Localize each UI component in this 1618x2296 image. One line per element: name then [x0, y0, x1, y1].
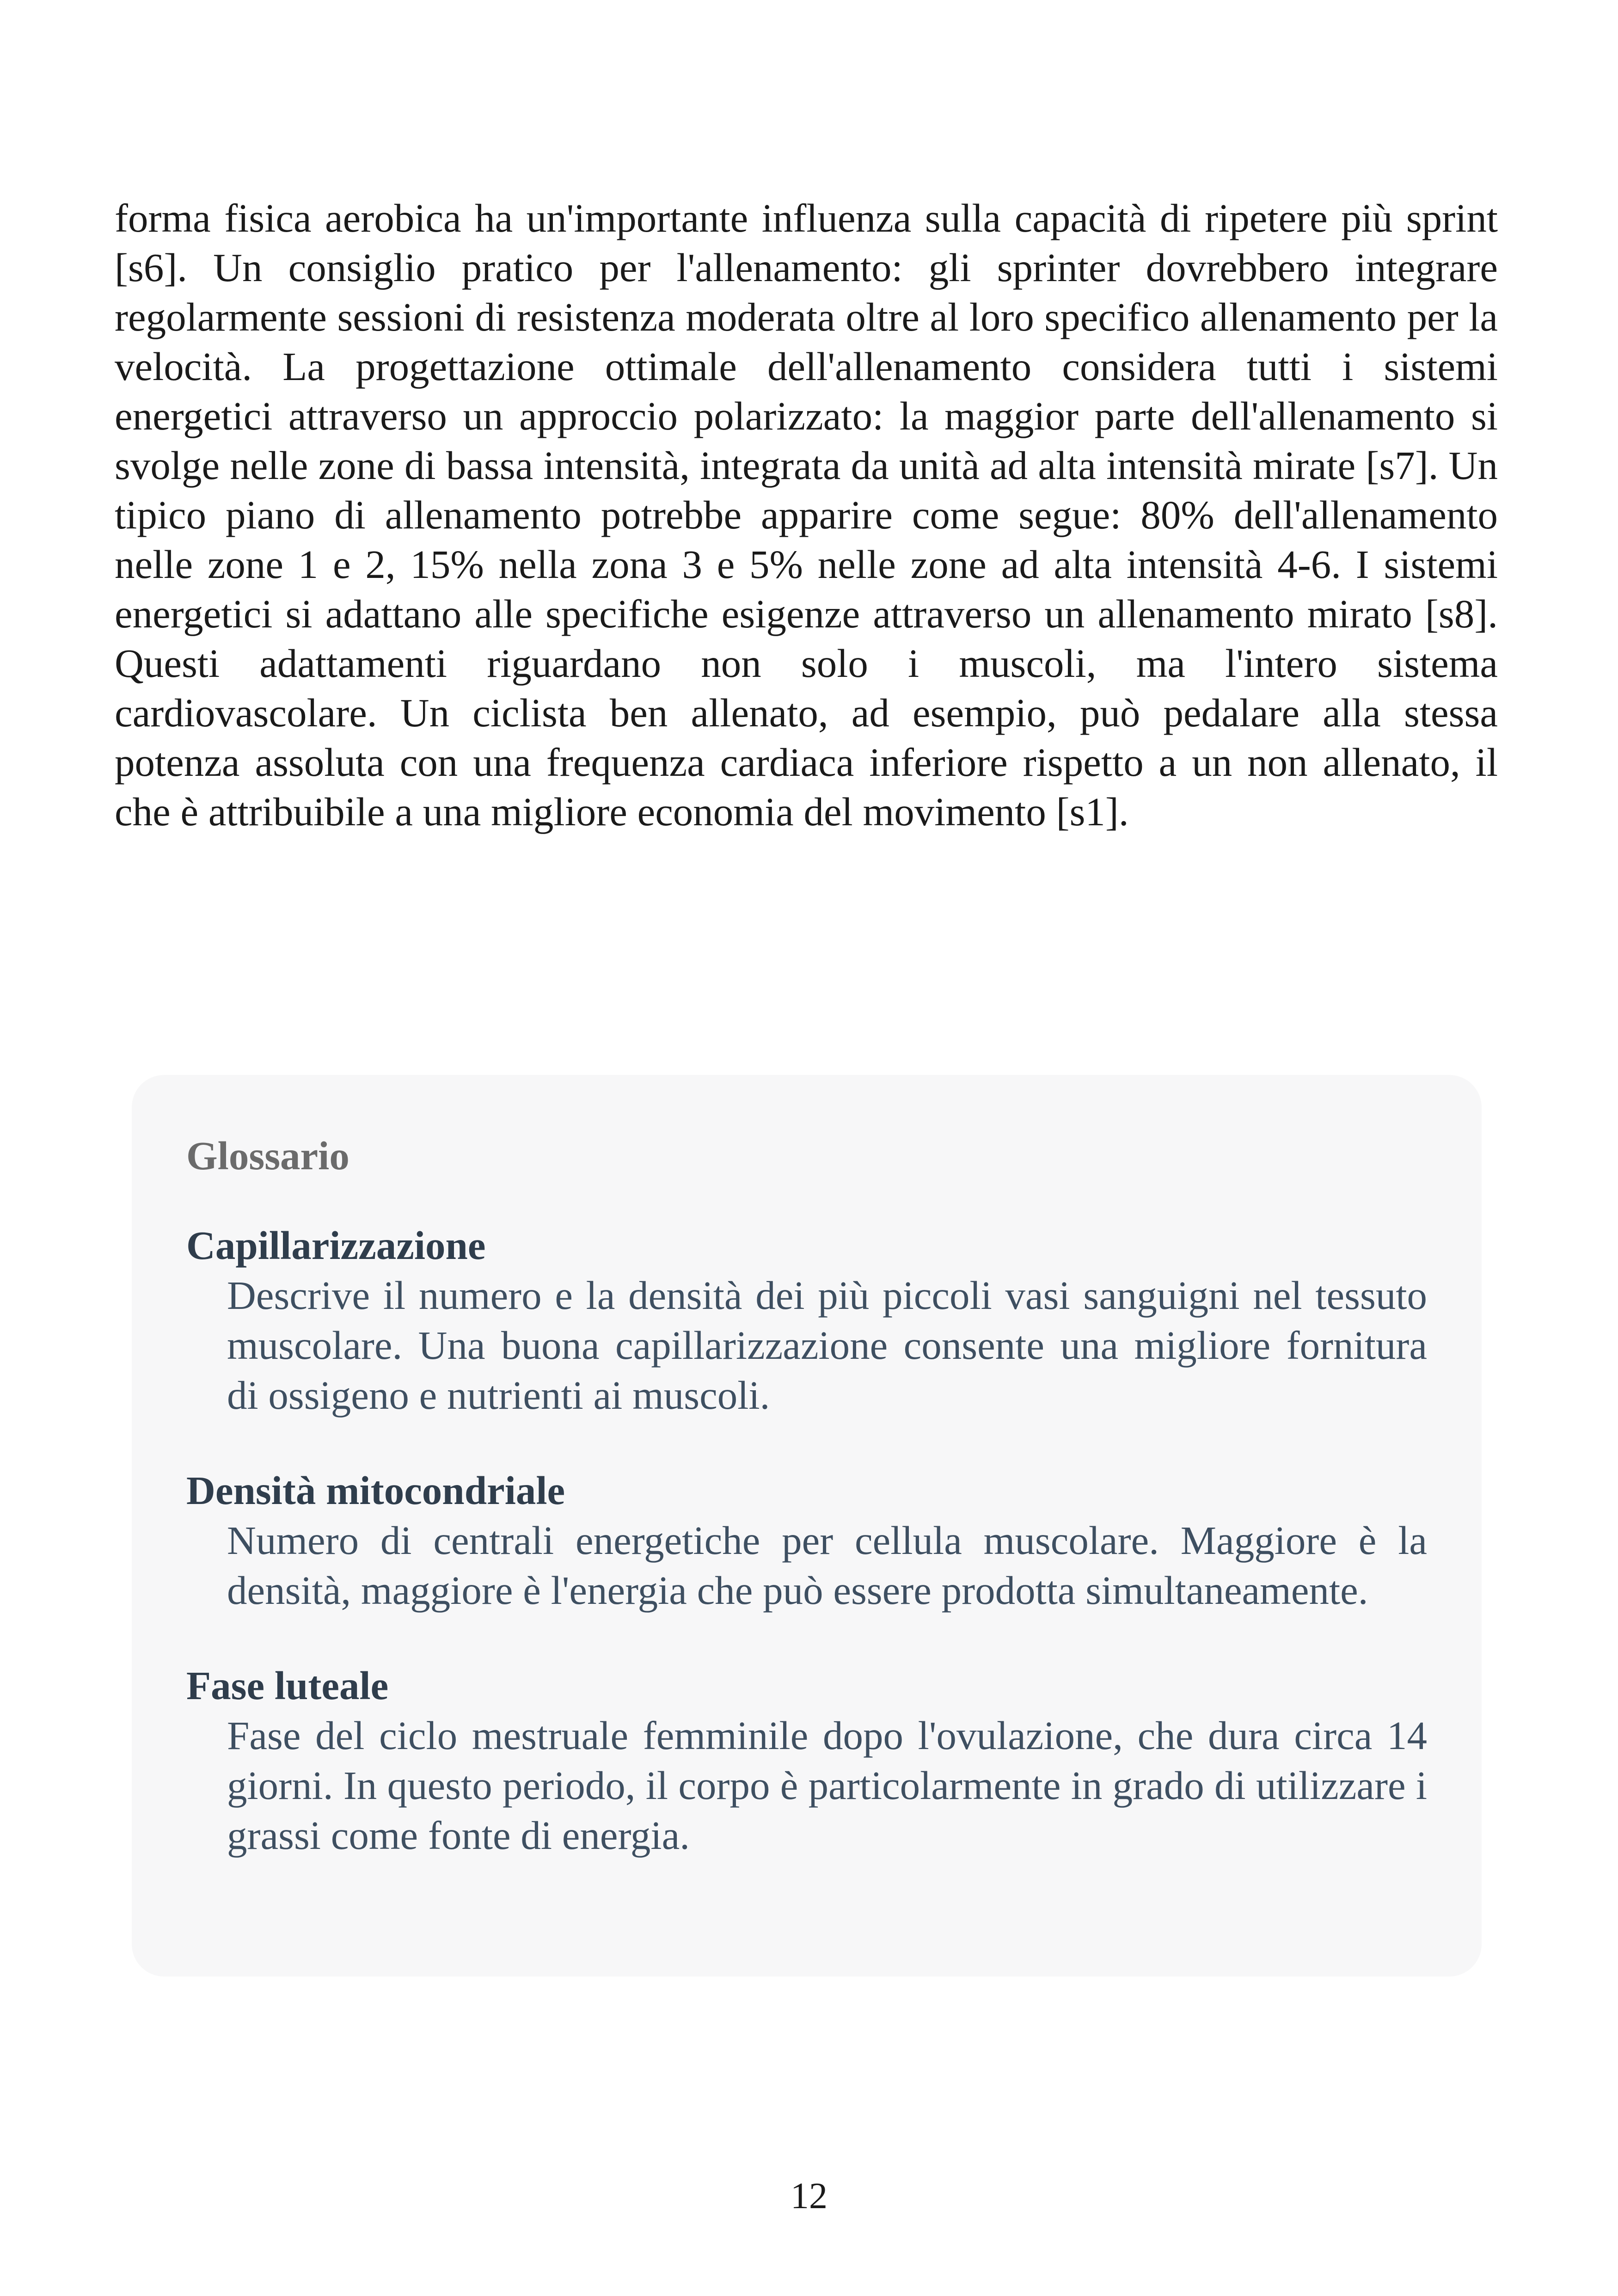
- glossary-entry: [186, 1221, 1427, 1420]
- glossary-definition: Numero di centrali energetiche per cellula muscolare. Maggiore è la densità, maggiore è l'energia che può essere prodotta simultaneamente.: [227, 1518, 1427, 1613]
- glossary-term: Densità mitocondriale: [186, 1468, 565, 1513]
- glossary-box: [132, 1075, 1482, 1977]
- page-number: 12: [791, 2176, 827, 2216]
- glossary-list: [186, 1221, 1427, 1860]
- glossary-term: Capillarizzazione: [186, 1223, 486, 1268]
- glossary-term: Fase luteale: [186, 1663, 389, 1708]
- glossary-definition: Descrive il numero e la densità dei più piccoli vasi sanguigni nel tessuto muscolare. Una buona capillarizzazione consente una migliore fornitura di ossigeno e nutrienti ai muscoli.: [227, 1273, 1427, 1418]
- body-paragraph: forma fisica aerobica ha un'importante influenza sulla capacità di ripetere più sprint [s6]. Un consiglio pratico per l'allenamento: gli sprinter dovrebbero integrare regolarmente sessioni di resistenza moderata oltre al loro specifico allenamento per la velocità. La progettazione ottimale dell'allenamento considera tutti i sistemi energetici attraverso un approccio polarizzato: la maggior parte dell'allenamento si svolge nelle zone di bassa intensità, integrata da unità ad alta intensità mirate [s7]. Un tipico piano di allenamento potrebbe apparire come segue: 80% dell'allenamento nelle zone 1 e 2, 15% nella zona 3 e 5% nelle zone ad alta intensità 4-6. I sistemi energetici si adattano alle specifiche esigenze attraverso un allenamento mirato [s8]. Questi adattamenti riguardano non solo i muscoli, ma l'intero sistema cardiovascolare. Un ciclista ben allenato, ad esempio, può pedalare alla stessa potenza assoluta con una frequenza cardiaca inferiore rispetto a un non allenato, il che è attribuibile a una migliore economia del movimento [s1].: [115, 196, 1498, 834]
- glossary-entry: [186, 1661, 1427, 1860]
- glossary-title: Glossario: [186, 1133, 349, 1178]
- glossary-definition: Fase del ciclo mestruale femminile dopo l'ovulazione, che dura circa 14 giorni. In questo periodo, il corpo è particolarmente in grado di utilizzare i grassi come fonte di energia.: [227, 1713, 1427, 1858]
- glossary-entry: [186, 1466, 1427, 1615]
